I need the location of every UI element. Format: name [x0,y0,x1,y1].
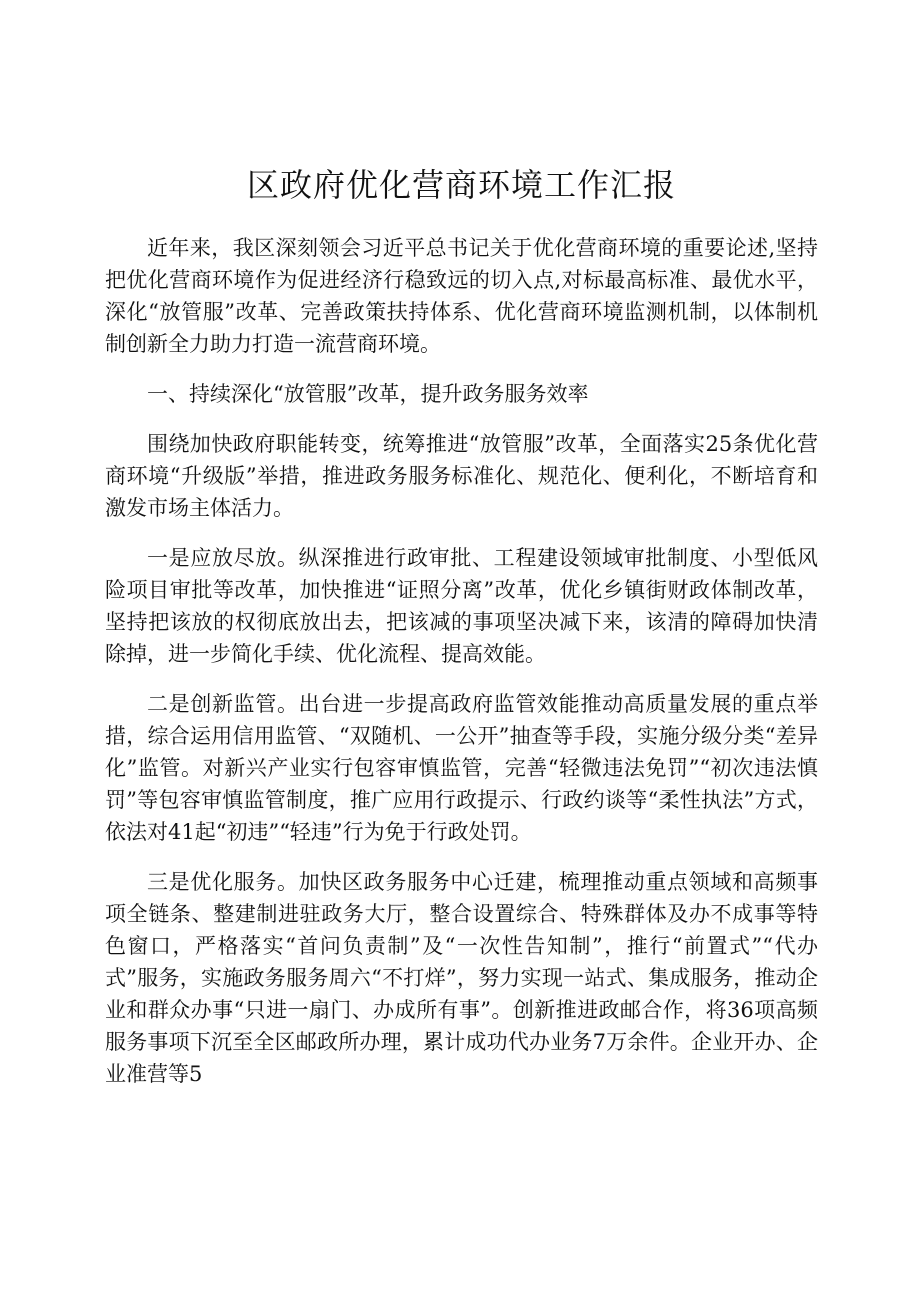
section-heading-1: 一、持续深化“放管服”改革，提升政务服务效率 [147,382,589,406]
paragraph-intro: 近年来，我区深刻领会习近平总书记关于优化营商环境的重要论述,坚持把优化营商环境作为促进经济行稳致远的切入点,对标最高标准、最优水平，深化“放管服”改革、完善政策扶持体系、优化营商环境监测机制，以体制机制创新全力助力打造一流营商环境。 [105,236,818,356]
paragraph-section-overview: 围绕加快政府职能转变，统筹推进“放管服”改革，全面落实25条优化营商环境“升级版”举措，推进政务服务标准化、规范化、便利化，不断培育和激发市场主体活力。 [105,432,818,520]
document-title: 区政府优化营商环境工作汇报 [246,166,676,204]
paragraph-service: 三是优化服务。加快区政务服务中心迁建，梳理推动重点领域和高频事项全链条、整建制进驻政务大厅，整合设置综合、特殊群体及办不成事等特色窗口，严格落实“首问负责制”及“一次性告知制”，推行“前置式”“代办式”服务，实施政务服务周六“不打烊”，努力实现一站式、集成服务，推动企业和群众办事“只进一扇门、办成所有事”。创新推进政邮合作，将36项高频服务事项下沉至全区邮政所办理，累计成功代办业务7万余件。企业开办、企业准营等5 [105,870,818,1086]
paragraph-supervision: 二是创新监管。出台进一步提高政府监管效能推动高质量发展的重点举措，综合运用信用监管、“双随机、一公开”抽查等手段，实施分级分类“差异化”监管。对新兴产业实行包容审慎监管，完善“轻微违法免罚”“初次违法慎罚”等包容审慎监管制度，推广应用行政提示、行政约谈等“柔性执法”方式，依法对41起“初违”“轻违”行为免于行政处罚。 [105,692,818,844]
paragraph-delegation: 一是应放尽放。纵深推进行政审批、工程建设领域审批制度、小型低风险项目审批等改革，加快推进“证照分离”改革，优化乡镇街财政体制改革，坚持把该放的权彻底放出去，把该减的事项坚决减下来，该清的障碍加快清除掉，进一步简化手续、优化流程、提高效能。 [105,546,818,666]
